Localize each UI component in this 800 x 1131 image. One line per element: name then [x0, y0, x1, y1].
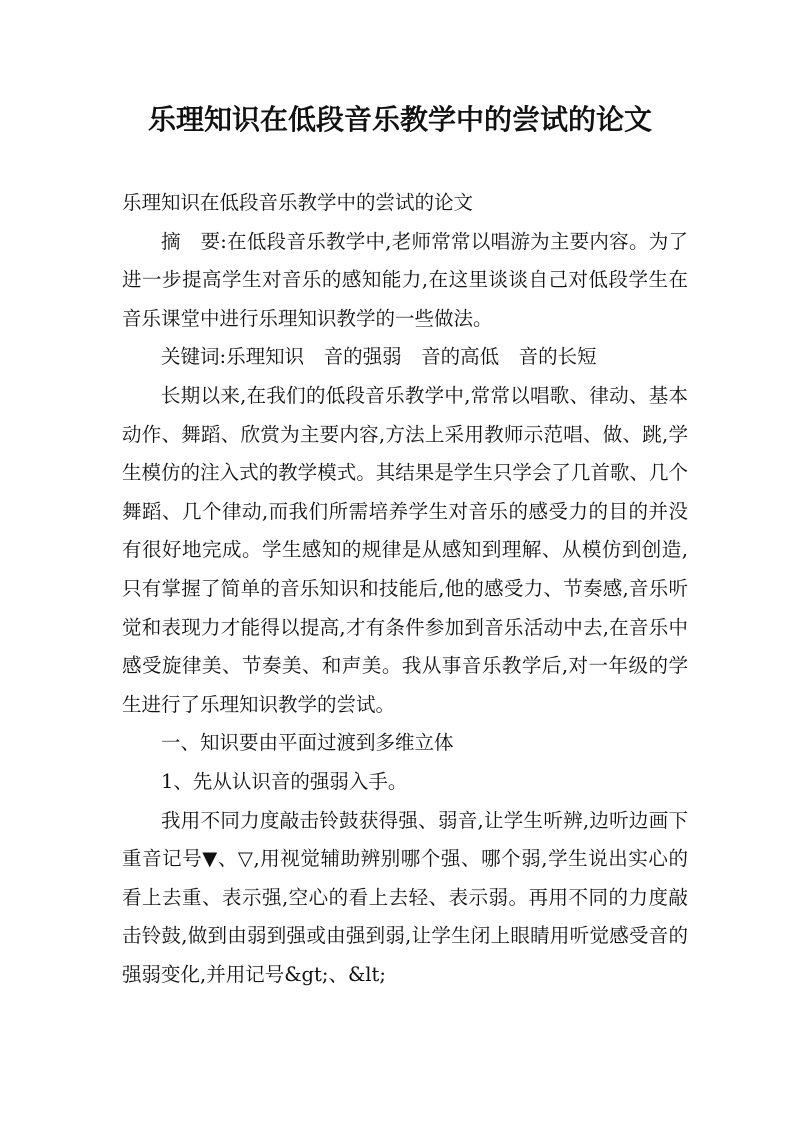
section-heading-1: 一、知识要由平面过渡到多维立体 — [161, 731, 454, 755]
paragraph-repeated-title: 乐理知识在低段音乐教学中的尝试的论文 — [122, 191, 474, 214]
document-title: 乐理知识在低段音乐教学中的尝试的论文 — [147, 103, 652, 136]
paragraph-method: 我用不同力度敲击铃鼓获得强、弱音,让学生听辨,边听边画下重音记号▼、▽,用视觉辅助辨别哪个强、哪个弱,学生说出实心的看上去重、表示强,空心的看上去轻、表示弱。再用不同的力度敲击铃鼓,做到由弱到强或由强到弱,让学生闭上眼睛用听觉感受音的强弱变化,并用记号&gt;、&lt; — [122, 808, 688, 986]
paragraph-keywords: 关键词:乐理知识 音的强弱 音的高低 音的长短 — [161, 345, 597, 369]
subsection-heading-1: 1、先从认识音的强弱入手。 — [161, 769, 408, 793]
paragraph-abstract: 摘 要:在低段音乐教学中,老师常常以唱游为主要内容。为了进一步提高学生对音乐的感知能力,在这里谈谈自己对低段学生在音乐课堂中进行乐理知识教学的一些做法。 — [122, 229, 688, 330]
document-body — [122, 184, 688, 994]
paragraph-introduction: 长期以来,在我们的低段音乐教学中,常常以唱歌、律动、基本动作、舞蹈、欣赏为主要内容,方法上采用教师示范唱、做、跳,学生模仿的注入式的教学模式。其结果是学生只学会了几首歌、几个舞蹈、几个律动,而我们所需培养学生对音乐的感受力的目的并没有很好地完成。学生感知的规律是从感知到理解、从模仿到创造,只有掌握了简单的音乐知识和技能后,他的感受力、节奏感,音乐听觉和表现力才能得以提高,才有条件参加到音乐活动中去,在音乐中感受旋律美、节奏美、和声美。我从事音乐教学后,对一年级的学生进行了乐理知识教学的尝试。 — [122, 383, 688, 716]
